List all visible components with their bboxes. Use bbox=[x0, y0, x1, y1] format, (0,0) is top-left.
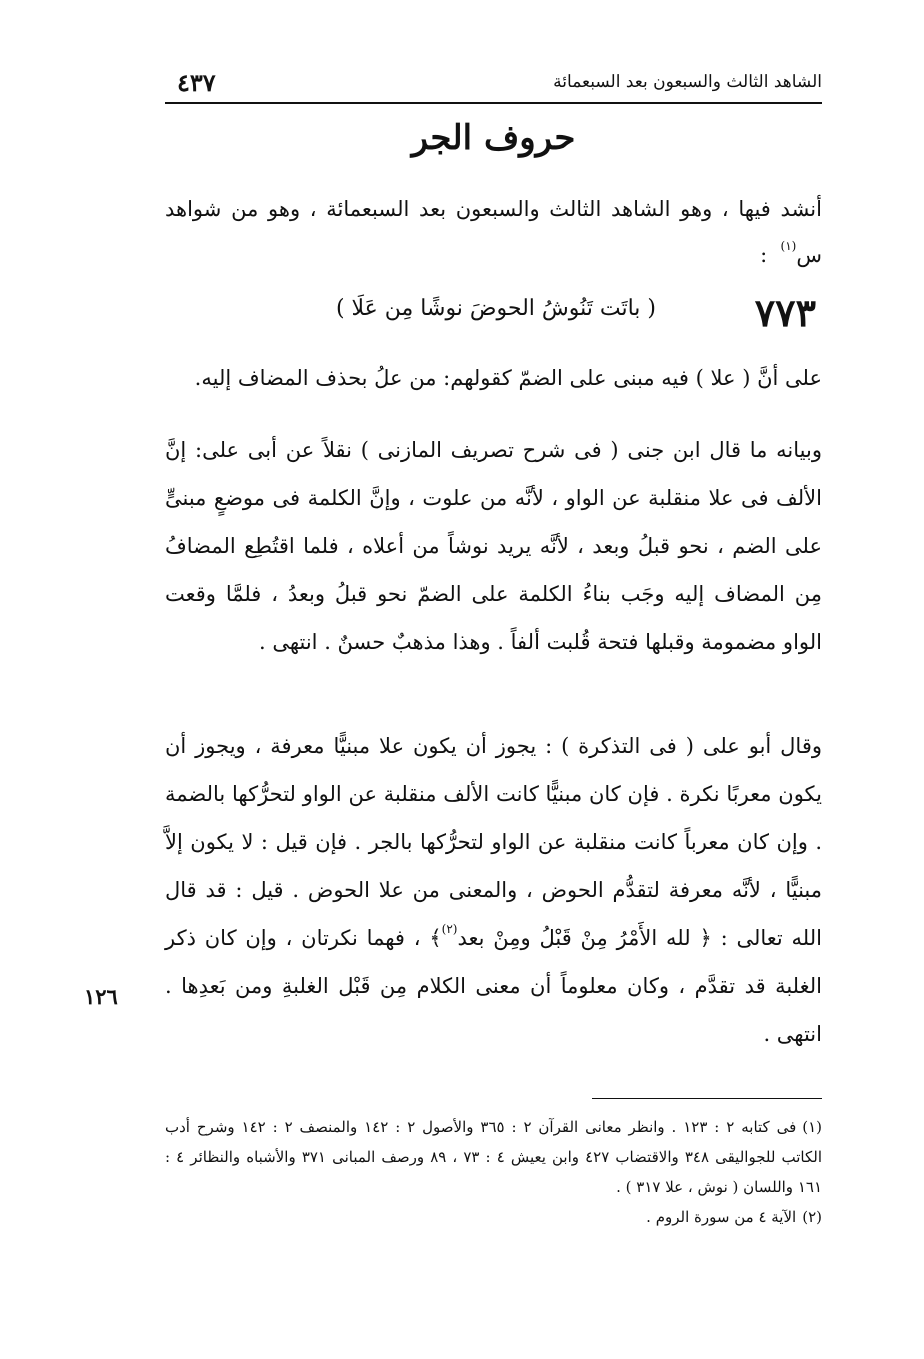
footnote-divider bbox=[592, 1098, 822, 1099]
intro-tail: : bbox=[760, 243, 768, 267]
running-title: الشاهد الثالث والسبعون بعد السبعمائة bbox=[553, 72, 822, 92]
paragraph-3-text-after: ﴾ ، فهما نكرتان ، وإن كان ذكر الغلبة قد تقدَّم ، وكان معلوماً أن معنى الكلام مِن قَبْل الغلبةِ ومن بَعدِها . انتهى . bbox=[165, 926, 822, 1046]
intro-text: أنشد فيها ، وهو الشاهد الثالث والسبعون بعد السبعمائة ، وهو من شواهد س bbox=[165, 197, 822, 267]
verse-number: ٧٧٣ bbox=[754, 290, 816, 335]
footnote-2 bbox=[165, 1202, 822, 1232]
margin-number: ١٢٦ bbox=[84, 984, 118, 1009]
paragraph-3-text: وقال أبو على ( فى التذكرة ) : يجوز أن يكون علا مبنيًّا معرفة ، ويجوز أن يكون معربًا نكرة . فإن كان مبنيًّا كانت الألف منقلبة عن الواو لتحرُّكها بالضمة . وإن كان معرباً كانت منقلبة عن الواو لتحرُّكها بالجر . فإن قيل : لا يكون إلاَّ مبنيًّا ، لأنَّه معرفة لتقدُّم الحوض ، والمعنى من علا الحوض . قيل : قد قال الله تعالى : ﴿ لله الأَمْرُ مِنْ قَبْلُ ومِنْ بعد bbox=[165, 734, 822, 950]
verse-row bbox=[165, 290, 822, 340]
running-header bbox=[165, 66, 822, 104]
footnote-1-text: فى كتابه ٢ : ١٢٣ . وانظر معانى القرآن ٢ : ٣٦٥ والأصول ٢ : ١٤٢ والمنصف ٢ : ١٤٢ وشرح أدب الكاتب للجواليقى ٣٤٨ والاقتضاب ٤٢٧ وابن يعيش ٤ : ٧٣ ، ٨٩ ورصف المبانى ٣٧١ والأشباه والنظائر ٤ : ١٦١ واللسان ( نوش ، علا ٣١٧ ) . bbox=[165, 1118, 822, 1196]
footnote-ref-1: (١) bbox=[780, 239, 797, 253]
chapter-title: حروف الجر bbox=[411, 118, 576, 158]
footnote-2-mark: (٢) bbox=[802, 1208, 822, 1226]
paragraph-2: وبيانه ما قال ابن جنى ( فى شرح تصريف المازنى ) نقلاً عن أبى على: إنَّ الألف فى علا منقلبة عن الواو ، لأنَّه من علوت ، وإنَّ الكلمة فى موضعٍ مبنىٍّ على الضم ، نحو قبلُ وبعد ، لأنَّه يريد نوشاً من أعلاه ، فلما اقتُطِع المضافُ مِن المضاف إليه وجَب بناءُ الكلمة على الضمّ نحو قبلُ وبعدُ ، فلمَّا وقعت الواو مضمومة وقبلها فتحة قُلبت ألفاً . وهذا مذهبٌ حسنٌ . انتهى . bbox=[165, 438, 822, 654]
footnote-2-text: الآية ٤ من سورة الروم . bbox=[646, 1208, 797, 1226]
intro-paragraph bbox=[165, 186, 822, 278]
footnote-1-mark: (١) bbox=[802, 1118, 823, 1136]
page-number: ٤٣٧ bbox=[177, 68, 216, 97]
footnote-1 bbox=[165, 1112, 822, 1202]
paragraph-1: على أنَّ ( علا ) فيه مبنى على الضمّ كقولهم: من علُ بحذف المضاف إليه. bbox=[194, 366, 822, 390]
footnotes bbox=[165, 1112, 822, 1232]
verse-text: ( باتَت تَنُوشُ الحوضَ نوشًا مِن عَلَا ) bbox=[335, 296, 656, 321]
paragraph-3 bbox=[165, 722, 822, 1058]
footnote-ref-2: (٢) bbox=[441, 922, 458, 936]
